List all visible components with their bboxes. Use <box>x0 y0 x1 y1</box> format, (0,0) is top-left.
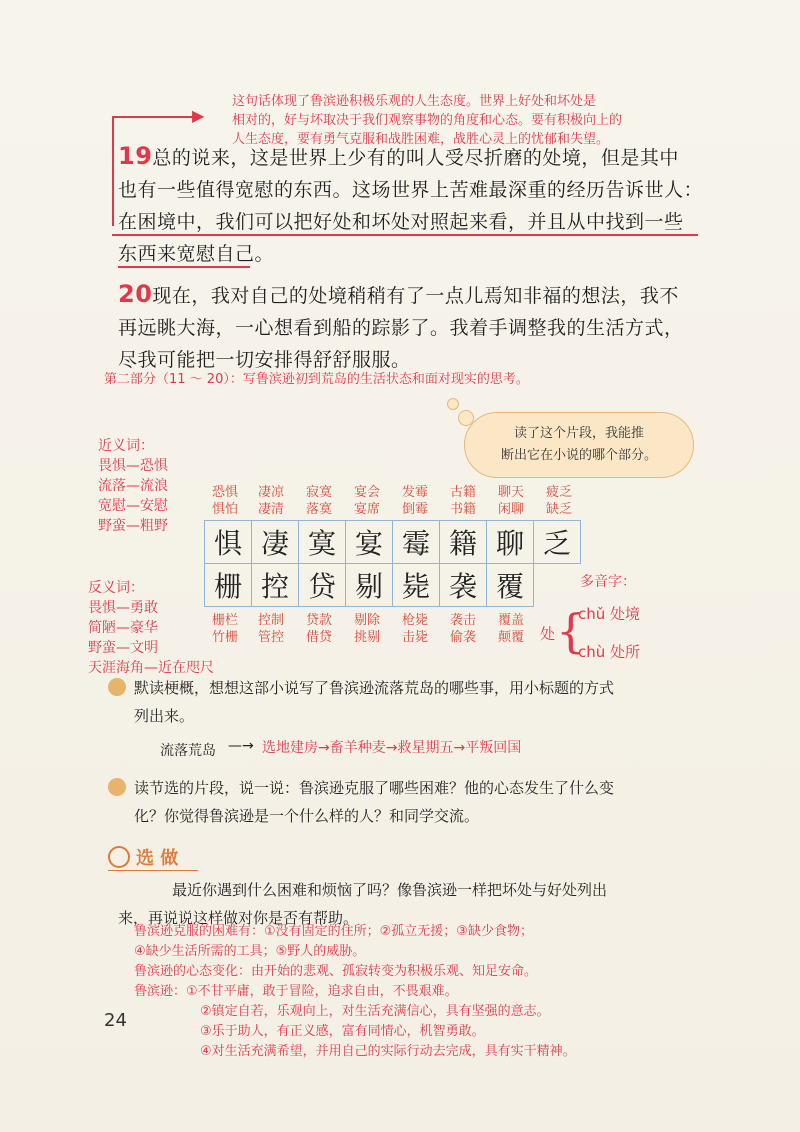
xuanzuo-text: 最近你遇到什么困难和烦恼了吗？像鲁滨逊一样把坏处与好处列出 来，再说说这样做对你是否有帮助。 <box>118 881 608 927</box>
xuanzuo-icon <box>108 846 130 868</box>
char-cell: 栅 <box>205 564 252 607</box>
char-cell: 籍 <box>440 521 487 564</box>
word-pair: 贷款 借贷 <box>305 613 332 645</box>
synonyms-title: 近义词： <box>98 438 154 454</box>
synonym-item: 野蛮—粗野 <box>98 518 168 534</box>
word-pair: 聊天 闲聊 <box>497 485 524 517</box>
word-pair: 凄凉 凄清 <box>257 485 284 517</box>
polyphone-reading: chǔ 处境 <box>578 605 641 623</box>
char-cell: 凄 <box>252 521 299 564</box>
word-pair: 疲乏 缺乏 <box>545 485 572 517</box>
char-cell: 惧 <box>205 521 252 564</box>
answer-line: 鲁滨逊克服的困难有：①没有固定的住所；②孤立无援；③缺少食物； <box>134 924 533 939</box>
char-cell: 毙 <box>393 564 440 607</box>
page-number: 24 <box>104 1010 127 1031</box>
answer-notes <box>134 922 694 1062</box>
paragraph-20 <box>118 278 718 376</box>
flow-arrow-icon: —→ <box>228 738 254 754</box>
synonym-item: 畏惧—恐惧 <box>98 458 168 474</box>
antonym-item: 天涯海角—近在咫尺 <box>88 660 214 676</box>
para-line: 总的说来，这是世界上少有的叫人受尽折磨的处境，但是其中 <box>152 147 679 169</box>
para-line: 在困境中，我们可以把好处和坏处对照起来看，并且从中找到一些 <box>118 211 684 233</box>
top-note-line: 这句话体现了鲁滨逊积极乐观的人生态度。世界上好处和坏处是 <box>232 94 597 109</box>
word-pair: 枪毙 击毙 <box>401 613 428 645</box>
brace-icon: { <box>556 604 586 658</box>
answer-line: ④缺少生活所需的工具；⑤野人的威胁。 <box>134 944 366 959</box>
top-note-line: 相对的，好与坏取决于我们观察事物的角度和心态。要有积极向上的 <box>232 113 623 128</box>
word-pair: 袭击 偷袭 <box>449 613 476 645</box>
para-line: 尽我可能把一切安排得舒舒服服。 <box>118 349 411 371</box>
paragraph-19 <box>118 140 718 270</box>
bracket-line <box>112 116 196 118</box>
divider <box>108 870 198 871</box>
flow-steps: 选地建房→畜羊种麦→救星期五→平叛回国 <box>262 740 522 756</box>
char-cell: 霉 <box>393 521 440 564</box>
char-cell: 剔 <box>346 564 393 607</box>
char-cell: 袭 <box>440 564 487 607</box>
synonym-item: 宽慰—安慰 <box>98 498 168 514</box>
antonym-item: 野蛮—文明 <box>88 640 158 656</box>
antonym-item: 畏惧—勇敢 <box>88 600 158 616</box>
char-cell: 寞 <box>299 521 346 564</box>
para-line: 也有一些值得宽慰的东西。这场世界上苦难最深重的经历告诉世人： <box>118 179 704 201</box>
char-cell: 控 <box>252 564 299 607</box>
top-note-line: 人生态度，要有勇气克服和战胜困难，战胜心灵上的忧郁和失望。 <box>232 132 610 147</box>
question-1: 默读梗概，想想这部小说写了鲁滨逊流落荒岛的哪些事，用小标题的方式 列出来。 <box>134 679 615 725</box>
polyphone-reading: chù 处所 <box>578 643 641 661</box>
synonyms-list <box>98 436 168 536</box>
flow-start: 流落荒岛 <box>160 743 216 759</box>
para-line: 东西来宽慰自己。 <box>118 243 275 265</box>
para-number: 19 <box>118 142 153 170</box>
char-cell: 乏 <box>534 521 581 564</box>
answer-line: ④对生活充满希望，并用自己的实际行动去完成，具有实干精神。 <box>200 1044 576 1059</box>
antonym-item: 简陋—豪华 <box>88 620 158 636</box>
word-pair: 栅栏 竹栅 <box>211 613 238 645</box>
arrow-icon: ▶ <box>192 106 205 125</box>
question-marker-icon <box>108 678 126 696</box>
question-marker-icon <box>108 778 126 796</box>
word-pair: 控制 管控 <box>257 613 284 645</box>
char-cell: 贷 <box>299 564 346 607</box>
polyphone-title: 多音字： <box>580 574 636 590</box>
bracket-line <box>112 116 114 226</box>
para-line: 再远眺大海，一心想看到船的踪影了。我着手调整我的生活方式， <box>118 317 684 339</box>
word-pair: 覆盖 颠覆 <box>497 613 524 645</box>
word-pair: 剔除 挑剔 <box>353 613 380 645</box>
word-pair: 寂寞 落寞 <box>305 485 332 517</box>
thought-bubble <box>464 412 694 478</box>
answer-line: ②镇定自若，乐观向上，对生活充满信心，具有坚强的意志。 <box>200 1004 550 1019</box>
para-number: 20 <box>118 280 153 308</box>
char-cell: 覆 <box>487 564 534 607</box>
word-pair: 恐惧 惧怕 <box>211 485 238 517</box>
bubble-dot <box>447 398 459 410</box>
word-pair: 宴会 宴席 <box>353 485 380 517</box>
xuanzuo-title: 选 做 <box>136 848 179 869</box>
antonyms-title: 反义词： <box>88 580 144 596</box>
synonym-item: 流落—流浪 <box>98 478 168 494</box>
answer-line: ③乐于助人，有正义感，富有同情心，机智勇敢。 <box>200 1024 485 1039</box>
question-2: 读节选的片段，说一说：鲁滨逊克服了哪些困难？他的心态发生了什么变 化？你觉得鲁滨逊是一个什么样的人？和同学交流。 <box>134 779 615 825</box>
bubble-line: 读了这个片段，我能推 <box>513 426 644 441</box>
antonyms-list <box>88 578 214 678</box>
para-line: 现在，我对自己的处境稍稍有了一点儿焉知非福的想法，我不 <box>152 285 679 307</box>
char-cell: 聊 <box>487 521 534 564</box>
bubble-line: 断出它在小说的哪个部分。 <box>500 448 657 463</box>
part-note: 第二部分（11 ～ 20）：写鲁滨逊初到荒岛的生活状态和面对现实的思考。 <box>104 372 529 387</box>
char-cell: 宴 <box>346 521 393 564</box>
underline <box>112 234 698 236</box>
answer-line: 鲁滨逊：①不甘平庸，敢于冒险，追求自由，不畏艰难。 <box>134 984 458 999</box>
polyphone-char: 处 <box>540 625 556 643</box>
underline <box>118 266 250 268</box>
word-pair: 古籍 书籍 <box>449 485 476 517</box>
word-pair: 发霉 倒霉 <box>401 485 428 517</box>
character-grid <box>204 520 581 607</box>
answer-line: 鲁滨逊的心态变化：由开始的悲观、孤寂转变为积极乐观、知足安命。 <box>134 964 538 979</box>
